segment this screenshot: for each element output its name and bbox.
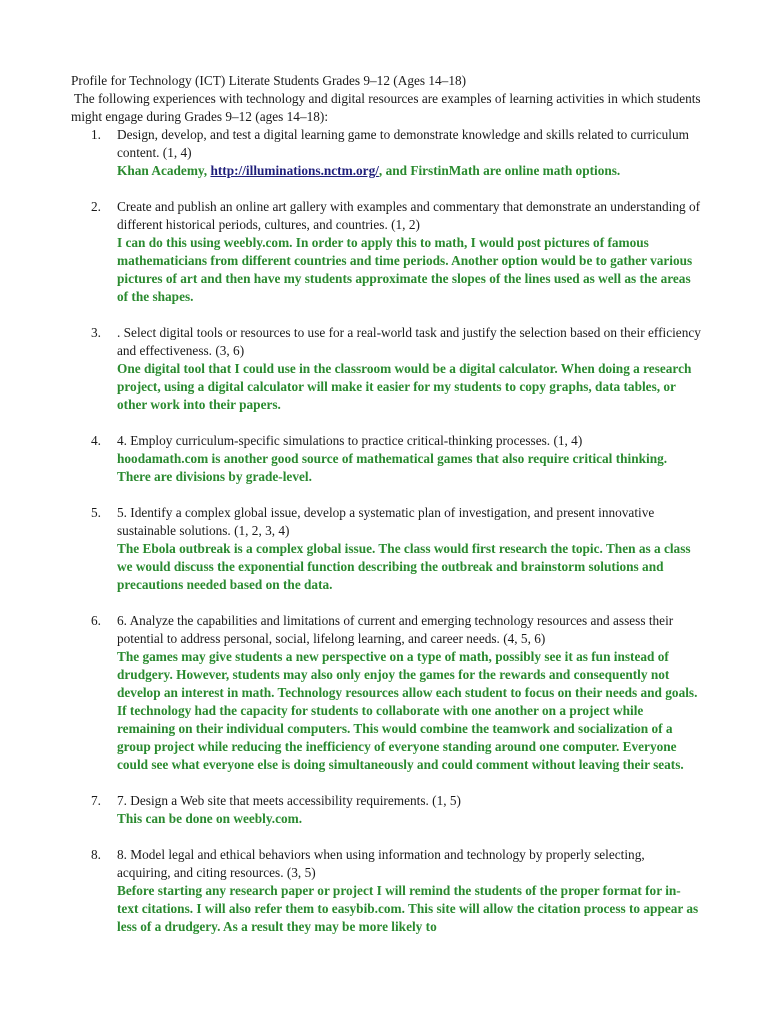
item-number: 6. (91, 613, 101, 628)
item-prompt: 8. Model legal and ethical behaviors when using information and technology by properly selecting, acquiring, and citing resources. (3, 5) (117, 847, 645, 880)
list-item (71, 846, 701, 936)
item-answer: The games may give students a new perspective on a type of math, possibly see it as fun instead of drudgery. However, students may also only enjoy the games for the rewards and consequently not develop an interest in math. Technology resources allow each student to focus on their needs and goals. If technology had the capacity for students to collaborate with one another on a project while remaining on their individual computers. This would combine the teamwork and socialization of a group project while reducing the inefficiency of everyone standing around one computer. Everyone could see what everyone else is doing simultaneously and could comment without leaving their seats. (117, 649, 698, 772)
item-answer: I can do this using weebly.com. In order to apply this to math, I would post pictures of famous mathematicians from different countries and time periods. Another option would be to gather various pictures of art and then have my students approximate the slopes of the lines used as well as the areas of the shapes. (117, 235, 693, 304)
item-number: 3. (91, 325, 101, 340)
item-number: 1. (91, 127, 101, 142)
item-answer: This can be done on weebly.com. (117, 811, 303, 826)
item-answer: Before starting any research paper or project I will remind the students of the proper format for in-text citations. I will also refer them to easybib.com. This site will allow the citation process to appear as less of a drudgery. As a result they may be more likely to (117, 883, 699, 934)
answer-text-pre: Khan Academy, (117, 163, 211, 178)
item-answer: hoodamath.com is another good source of mathematical games that also require critical thinking. There are divisions by grade-level. (117, 451, 668, 484)
list-item (71, 612, 701, 774)
item-number: 7. (91, 793, 101, 808)
list-item (71, 126, 701, 180)
item-number: 8. (91, 847, 101, 862)
list-item (71, 198, 701, 306)
item-prompt: 5. Identify a complex global issue, develop a systematic plan of investigation, and present innovative sustainable solutions. (1, 2, 3, 4) (117, 505, 655, 538)
document-title: Profile for Technology (ICT) Literate Students Grades 9–12 (Ages 14–18) (71, 73, 467, 88)
item-prompt: Design, develop, and test a digital learning game to demonstrate knowledge and skills related to curriculum content. (1, 4) (117, 127, 689, 160)
document-intro: The following experiences with technology and digital resources are examples of learning activities in which students might engage during Grades 9–12 (ages 14–18): (71, 91, 701, 124)
activity-list (71, 126, 701, 936)
item-prompt: Create and publish an online art gallery with examples and commentary that demonstrate an understanding of different historical periods, cultures, and countries. (1, 2) (117, 199, 701, 232)
list-item (71, 504, 701, 594)
list-item (71, 792, 701, 828)
item-answer: One digital tool that I could use in the classroom would be a digital calculator. When doing a research project, using a digital calculator will make it easier for my students to copy graphs, data tables, or other work into their papers. (117, 361, 692, 412)
document-page (71, 72, 701, 954)
item-prompt: 4. Employ curriculum-specific simulations to practice critical-thinking processes. (1, 4) (117, 433, 583, 448)
illuminations-link[interactable]: http://illuminations.nctm.org/ (210, 163, 379, 178)
item-answer (117, 162, 701, 180)
answer-text-post: , and FirstinMath are online math options. (378, 163, 621, 178)
item-answer: The Ebola outbreak is a complex global issue. The class would first research the topic. Then as a class we would discuss the exponential function describing the outbreak and brainstorm solutions and precautions needed based on the data. (117, 541, 691, 592)
list-item (71, 324, 701, 414)
item-prompt: 7. Design a Web site that meets accessibility requirements. (1, 5) (117, 793, 461, 808)
item-prompt: . Select digital tools or resources to use for a real-world task and justify the selection based on their efficiency and effectiveness. (3, 6) (117, 325, 701, 358)
item-number: 2. (91, 199, 101, 214)
list-item (71, 432, 701, 486)
item-number: 5. (91, 505, 101, 520)
item-number: 4. (91, 433, 101, 448)
item-prompt: 6. Analyze the capabilities and limitations of current and emerging technology resources and assess their potential to address personal, social, lifelong learning, and career needs. (4, 5, 6) (117, 613, 674, 646)
